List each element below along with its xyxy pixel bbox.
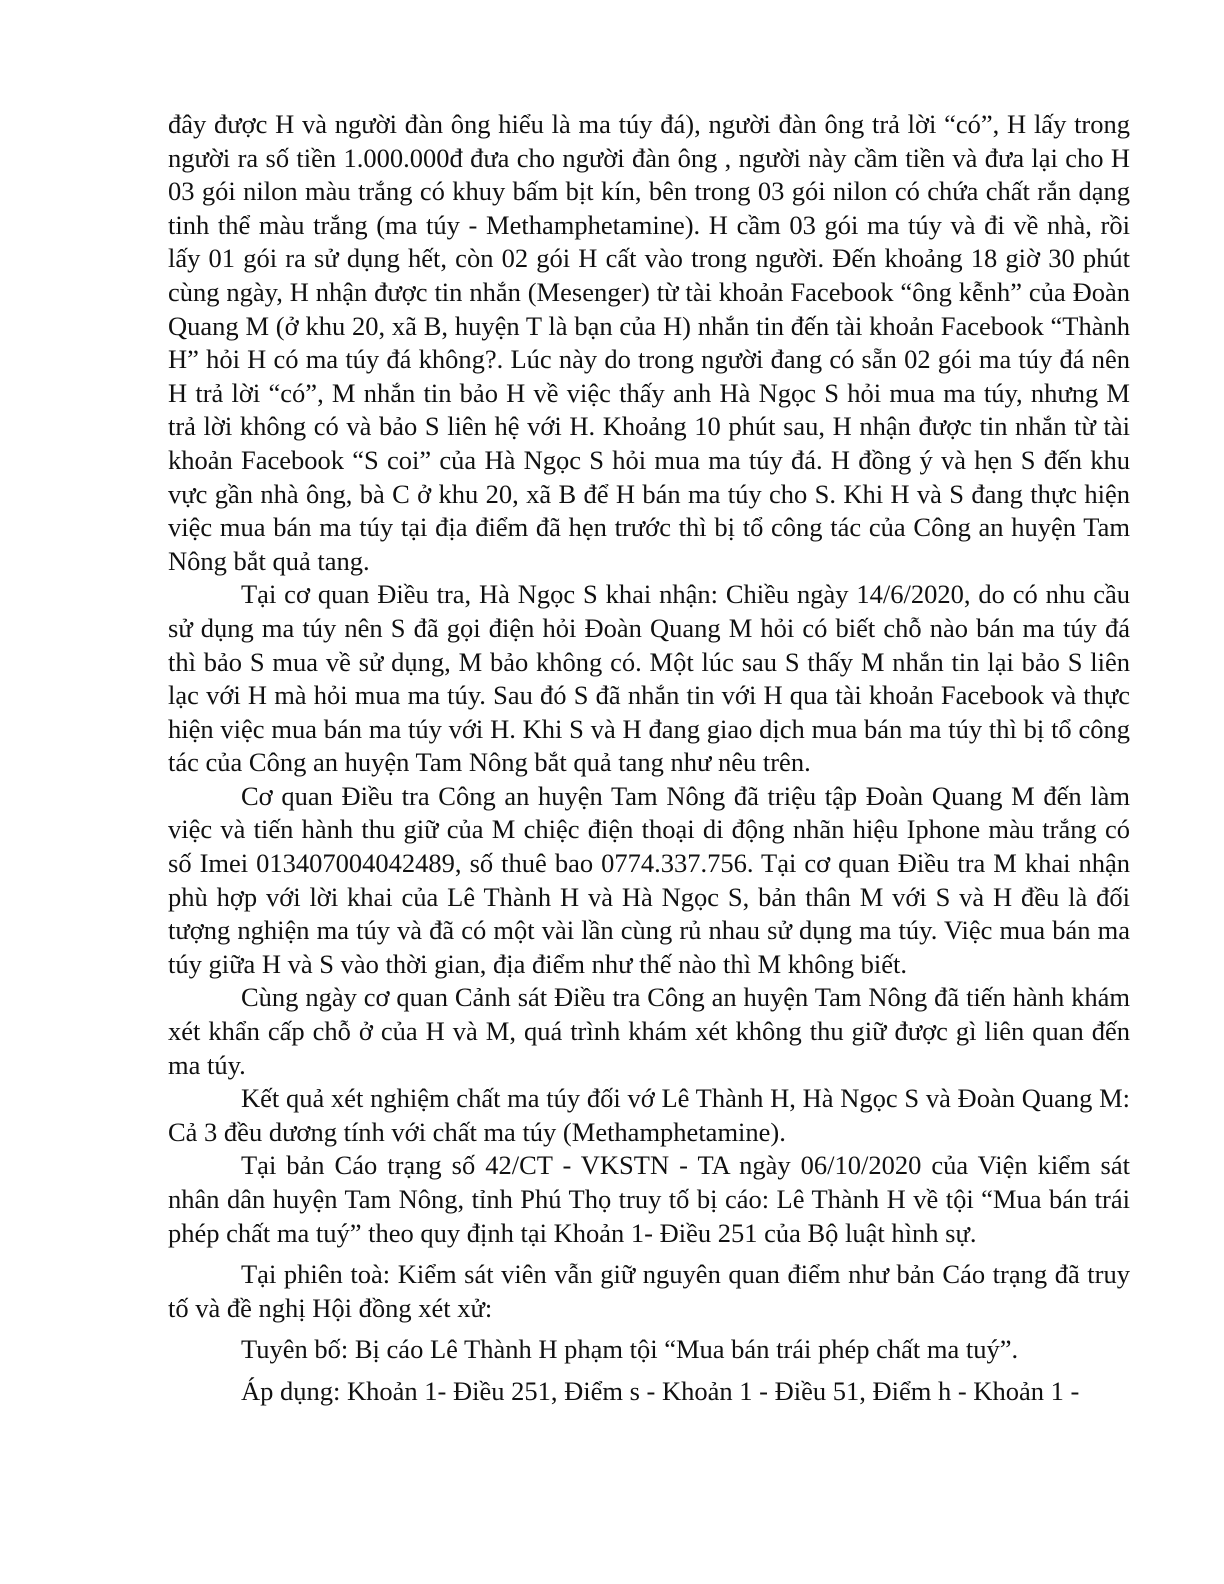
paragraph-prosecutor: Tại phiên toà: Kiểm sát viên vẫn giữ nguyên quan điểm như bản Cáo trạng đã truy tố và đề nghị Hội đồng xét xử: [168, 1259, 1130, 1323]
paragraph-declaration: Tuyên bố: Bị cáo Lê Thành H phạm tội “Mua bán trái phép chất ma tuý”. [241, 1334, 1019, 1365]
paragraph-drug-test: Kết quả xét nghiệm chất ma túy đối vớ Lê Thành H, Hà Ngọc S và Đoàn Quang M: Cả 3 đều dương tính với chất ma túy (Methamphetamine). [168, 1083, 1130, 1147]
paragraph-application: Áp dụng: Khoản 1- Điều 251, Điểm s - Khoản 1 - Điều 51, Điểm h - Khoản 1 - [241, 1375, 1080, 1406]
document-page [168, 108, 1130, 1409]
paragraph-investigation-m: Cơ quan Điều tra Công an huyện Tam Nông đã triệu tập Đoàn Quang M đến làm việc và tiến hành thu giữ của M chiệc điện thoại di động nhãn hiệu Iphone màu trắng có số Imei 013407004042489, số thuê bao 0774.337.756. Tại cơ quan Điều tra M khai nhận phù hợp với lời khai của Lê Thành H và Hà Ngọc S, bản thân M với S và H đều là đối tượng nghiện ma túy và đã có một vài lần cùng rủ nhau sử dụng ma túy. Việc mua bán ma túy giữa H và S vào thời gian, địa điểm như thế nào thì M không biết. [168, 780, 1130, 979]
paragraph-indictment: Tại bản Cáo trạng số 42/CT - VKSTN - TA ngày 06/10/2020 của Viện kiểm sát nhân dân huyện Tam Nông, tỉnh Phú Thọ truy tố bị cáo: Lê Thành H về tội “Mua bán trái phép chất ma tuý” theo quy định tại Khoản 1- Điều 251 của Bộ luật hình sự. [168, 1150, 1130, 1248]
paragraph-continuation: đây được H và người đàn ông hiểu là ma túy đá), người đàn ông trả lời “có”, H lấy trong người ra số tiền 1.000.000đ đưa cho người đàn ông , người này cầm tiền và đưa lại cho H 03 gói nilon màu trắng có khuy bấm bịt kín, bên trong 03 gói nilon có chứa chất rắn dạng tinh thể màu trắng (ma túy - Methamphetamine). H cầm 03 gói ma túy và đi về nhà, rồi lấy 01 gói ra sử dụng hết, còn 02 gói H cất vào trong người. Đến khoảng 18 giờ 30 phút cùng ngày, H nhận được tin nhắn (Mesenger) từ tài khoản Facebook “ông kễnh” của Đoàn Quang M (ở khu 20, xã B, huyện T là bạn của H) nhắn tin đến tài khoản Facebook “Thành H” hỏi H có ma túy đá không?. Lúc này do trong người đang có sẵn 02 gói ma túy đá nên H trả lời “có”, M nhắn tin bảo H về việc thấy anh Hà Ngọc S hỏi mua ma túy, nhưng M trả lời không có và bảo S liên hệ với H. Khoảng 10 phút sau, H nhận được tin nhắn từ tài khoản Facebook “S coi” của Hà Ngọc S hỏi mua ma túy đá. H đồng ý và hẹn S đến khu vực gần nhà ông, bà C ở khu 20, xã B để H bán ma túy cho S. Khi H và S đang thực hiện việc mua bán ma túy tại địa điểm đã hẹn trước thì bị tổ công tác của Công an huyện Tam Nông bắt quả tang. [168, 109, 1130, 576]
paragraph-statement-s: Tại cơ quan Điều tra, Hà Ngọc S khai nhận: Chiều ngày 14/6/2020, do có nhu cầu sử dụng ma túy nên S đã gọi điện hỏi Đoàn Quang M hỏi có biết chỗ nào bán ma túy đá thì bảo S mua về sử dụng, M bảo không có. Một lúc sau S thấy M nhắn tin lại bảo S liên lạc với H mà hỏi mua ma túy. Sau đó S đã nhắn tin với H qua tài khoản Facebook và thực hiện việc mua bán ma túy với H. Khi S và H đang giao dịch mua bán ma túy thì bị tổ công tác của Công an huyện Tam Nông bắt quả tang như nêu trên. [168, 579, 1130, 778]
paragraph-search: Cùng ngày cơ quan Cảnh sát Điều tra Công an huyện Tam Nông đã tiến hành khám xét khẩn cấp chỗ ở của H và M, quá trình khám xét không thu giữ được gì liên quan đến ma túy. [168, 982, 1130, 1080]
